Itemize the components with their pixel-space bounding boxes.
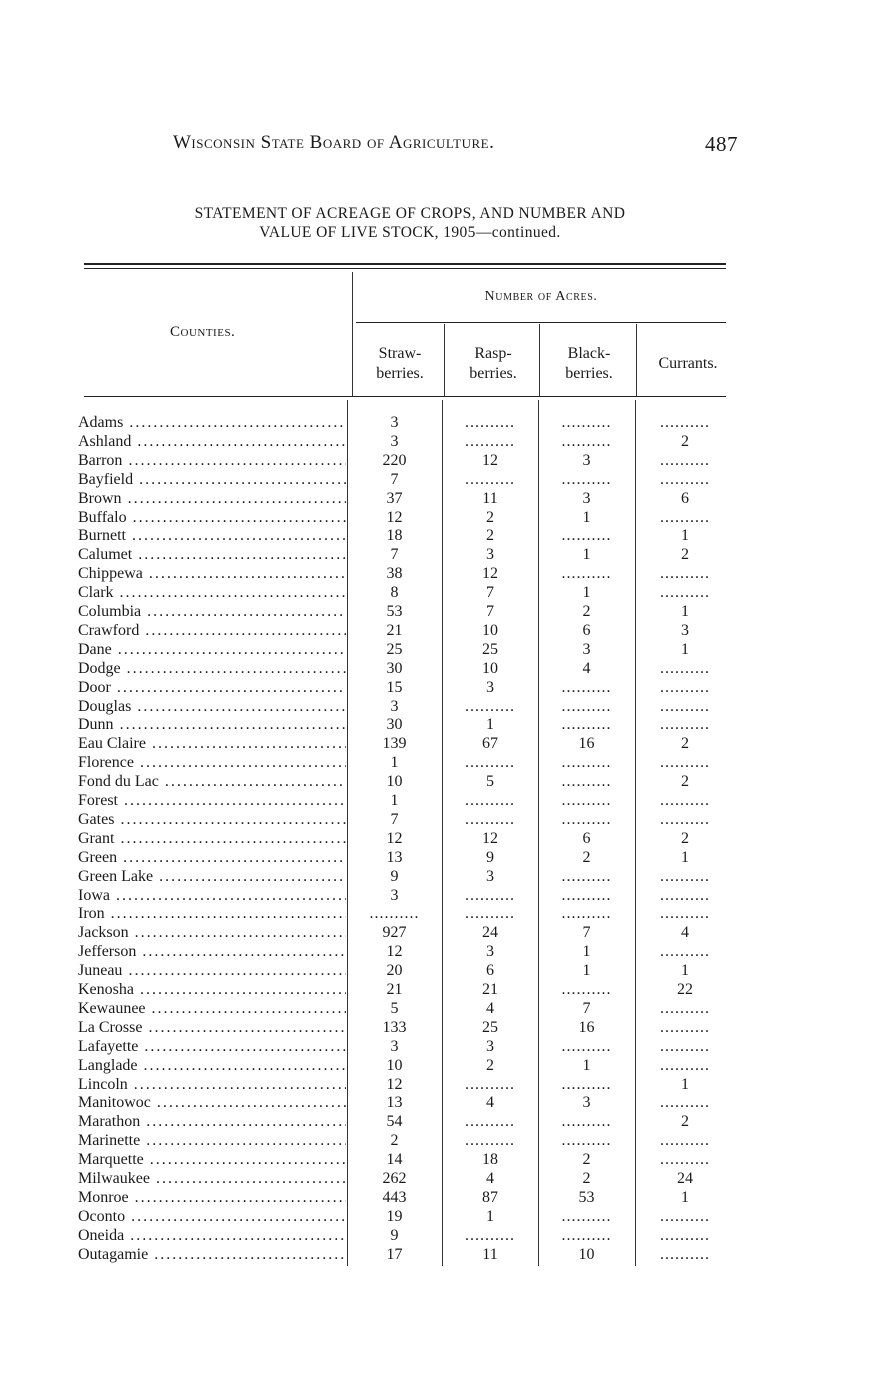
county-name: Manitowoc ..... xyxy=(78,1093,346,1112)
cell-raspberries: .......... xyxy=(465,792,515,809)
county-name: Juneau ..... xyxy=(78,961,346,980)
table-row xyxy=(78,810,738,829)
cell-currants: .......... xyxy=(660,1132,710,1150)
cell-currants: 2 xyxy=(681,1113,689,1131)
cell-blackberries: 3 xyxy=(582,1094,591,1112)
county-name: Florence ..... xyxy=(78,753,346,772)
cell-currants: .......... xyxy=(660,792,710,809)
county-name: Adams ..... xyxy=(78,413,346,432)
table-row xyxy=(78,1112,738,1131)
cell-blackberries: .......... xyxy=(561,1226,612,1244)
cell-blackberries: .......... xyxy=(561,810,612,828)
cell-currants: .......... xyxy=(660,565,710,583)
group-header-rule xyxy=(356,322,726,323)
cell-strawberries: 2 xyxy=(390,1132,399,1150)
cell-strawberries: 30 xyxy=(386,716,403,734)
caption-line-2: VALUE OF LIVE STOCK, 1905—continued. xyxy=(259,224,561,241)
cell-raspberries: 11 xyxy=(482,489,498,507)
table-row xyxy=(78,1037,738,1056)
cell-raspberries: .......... xyxy=(465,432,515,450)
table-row xyxy=(78,1207,738,1226)
running-head xyxy=(173,132,738,158)
table-row xyxy=(78,848,738,867)
running-title: Wisconsin State Board of Agriculture. xyxy=(173,132,495,153)
cell-currants: 1 xyxy=(681,603,689,620)
cell-strawberries: 18 xyxy=(386,527,403,545)
cell-raspberries: 11 xyxy=(482,1245,498,1263)
header-bottom-rule xyxy=(84,396,726,397)
cell-blackberries: 1 xyxy=(582,962,591,980)
cell-raspberries: 6 xyxy=(486,962,494,980)
cell-raspberries: 2 xyxy=(486,527,494,545)
cell-blackberries: .......... xyxy=(561,981,612,998)
table-row xyxy=(78,1075,738,1094)
cell-blackberries: 3 xyxy=(582,489,591,507)
cell-strawberries: 17 xyxy=(386,1245,403,1263)
county-name: Columbia ..... xyxy=(78,602,346,621)
cell-strawberries: 15 xyxy=(386,678,403,696)
cell-currants: .......... xyxy=(660,678,710,696)
cell-strawberries: 37 xyxy=(386,489,403,507)
cell-raspberries: 9 xyxy=(486,848,494,866)
cell-raspberries: .......... xyxy=(465,1226,515,1244)
cell-currants: .......... xyxy=(660,508,710,526)
county-name: Kewaunee ..... xyxy=(78,999,346,1018)
cell-currants: 24 xyxy=(677,1170,693,1187)
cell-raspberries: .......... xyxy=(465,754,515,772)
cell-raspberries: 3 xyxy=(486,1037,494,1055)
table-row xyxy=(78,659,738,678)
table-row xyxy=(78,1093,738,1112)
county-name: Green Lake ..... xyxy=(78,867,346,886)
cell-currants: 1 xyxy=(681,527,689,545)
county-name: Clark ..... xyxy=(78,583,346,602)
county-name: Oneida ..... xyxy=(78,1226,346,1245)
county-name: Chippewa ..... xyxy=(78,564,346,583)
cell-strawberries: 3 xyxy=(390,886,399,904)
cell-strawberries: 3 xyxy=(390,414,399,431)
cell-blackberries: 1 xyxy=(582,1056,591,1074)
cell-currants: .......... xyxy=(660,1094,710,1112)
cell-currants: 1 xyxy=(681,962,689,980)
cell-currants: .......... xyxy=(660,1018,710,1036)
cell-blackberries: .......... xyxy=(561,886,612,904)
cell-currants: 2 xyxy=(681,735,689,753)
cell-raspberries: .......... xyxy=(465,886,515,904)
county-name: Dunn ..... xyxy=(78,715,346,734)
county-name: Grant ..... xyxy=(78,829,346,848)
cell-blackberries: 3 xyxy=(582,451,591,469)
county-name: Burnett ..... xyxy=(78,526,346,545)
county-name: Outagamie ..... xyxy=(78,1245,346,1264)
cell-raspberries: 4 xyxy=(486,1170,494,1187)
table-row xyxy=(78,923,738,942)
county-name: Calumet ..... xyxy=(78,545,346,564)
cell-currants: .......... xyxy=(660,414,710,431)
cell-blackberries: 7 xyxy=(582,924,591,942)
cell-blackberries: .......... xyxy=(561,1037,612,1055)
cell-blackberries: 2 xyxy=(582,848,591,866)
table-row xyxy=(78,1131,738,1150)
cell-strawberries: 38 xyxy=(386,565,403,583)
cell-raspberries: 25 xyxy=(482,1018,498,1036)
county-name: Milwaukee ..... xyxy=(78,1169,346,1188)
cell-currants: .......... xyxy=(660,697,710,715)
cell-currants: .......... xyxy=(660,1056,710,1074)
cell-blackberries: .......... xyxy=(561,773,612,791)
county-name: Marinette ..... xyxy=(78,1131,346,1150)
cell-blackberries: .......... xyxy=(561,1132,612,1150)
cell-blackberries: .......... xyxy=(561,716,612,734)
cell-currants: 2 xyxy=(681,546,689,564)
cell-raspberries: .......... xyxy=(465,905,515,923)
cell-strawberries: 10 xyxy=(386,1056,403,1074)
cell-currants: 22 xyxy=(677,981,693,998)
county-name: Lincoln ..... xyxy=(78,1075,346,1094)
cell-raspberries: 7 xyxy=(486,603,494,620)
cell-blackberries: .......... xyxy=(561,1075,612,1093)
cell-currants: .......... xyxy=(660,1151,710,1169)
cell-blackberries: .......... xyxy=(561,792,612,809)
cell-currants: 1 xyxy=(681,1075,689,1093)
cell-strawberries: .......... xyxy=(369,905,420,923)
cell-blackberries: .......... xyxy=(561,754,612,772)
cell-strawberries: 8 xyxy=(390,584,399,602)
cell-currants: .......... xyxy=(660,999,710,1017)
cell-strawberries: 12 xyxy=(386,508,403,526)
table-row xyxy=(78,470,738,489)
cell-strawberries: 20 xyxy=(386,962,403,980)
cell-strawberries: 220 xyxy=(382,451,407,469)
cell-raspberries: 4 xyxy=(486,1094,494,1112)
county-name: Oconto ..... xyxy=(78,1207,346,1226)
county-name: Ashland ..... xyxy=(78,432,346,451)
table-row xyxy=(78,772,738,791)
table-row xyxy=(78,640,738,659)
cell-blackberries: 1 xyxy=(582,943,591,961)
table-row xyxy=(78,1018,738,1037)
cell-blackberries: 16 xyxy=(578,1018,595,1036)
cell-raspberries: 12 xyxy=(482,829,498,847)
cell-raspberries: 3 xyxy=(486,546,494,564)
table-row xyxy=(78,734,738,753)
cell-raspberries: 18 xyxy=(482,1151,498,1169)
table-row xyxy=(78,583,738,602)
cell-blackberries: .......... xyxy=(561,1207,612,1225)
county-name: Langlade ..... xyxy=(78,1056,346,1075)
cell-strawberries: 139 xyxy=(382,735,407,753)
table-row xyxy=(78,1056,738,1075)
table-row xyxy=(78,791,738,810)
cell-blackberries: 7 xyxy=(582,999,591,1017)
cell-currants: 1 xyxy=(681,1188,689,1206)
county-name: Monroe ..... xyxy=(78,1188,346,1207)
cell-raspberries: 24 xyxy=(482,924,498,942)
cell-raspberries: .......... xyxy=(465,1113,515,1131)
cell-strawberries: 13 xyxy=(386,1094,403,1112)
cell-currants: .......... xyxy=(660,1037,710,1055)
county-name: Dane ..... xyxy=(78,640,346,659)
cell-currants: .......... xyxy=(660,943,710,961)
cell-raspberries: 12 xyxy=(482,565,498,583)
cell-strawberries: 443 xyxy=(382,1188,407,1206)
table-row xyxy=(78,867,738,886)
county-name: Lafayette ..... xyxy=(78,1037,346,1056)
cell-blackberries: 2 xyxy=(582,603,591,620)
cell-strawberries: 1 xyxy=(390,792,399,809)
cell-strawberries: 12 xyxy=(386,943,403,961)
cell-strawberries: 25 xyxy=(386,640,403,658)
cell-strawberries: 1 xyxy=(390,754,399,772)
cell-currants: .......... xyxy=(660,867,710,885)
cell-raspberries: .......... xyxy=(465,697,515,715)
cell-currants: 6 xyxy=(681,489,689,507)
cell-currants: .......... xyxy=(660,470,710,488)
table-row xyxy=(78,1226,738,1245)
county-name: Door ..... xyxy=(78,678,346,697)
cell-raspberries: .......... xyxy=(465,470,515,488)
county-name: Jefferson ..... xyxy=(78,942,346,961)
cell-raspberries: 21 xyxy=(482,981,498,998)
cell-blackberries: 1 xyxy=(582,546,591,564)
cell-currants: 2 xyxy=(681,773,689,791)
cell-strawberries: 3 xyxy=(390,432,399,450)
cell-raspberries: 2 xyxy=(486,508,494,526)
cell-blackberries: .......... xyxy=(561,678,612,696)
cell-blackberries: .......... xyxy=(561,432,612,450)
cell-currants: .......... xyxy=(660,716,710,734)
table-row xyxy=(78,1245,738,1264)
cell-strawberries: 19 xyxy=(386,1207,403,1225)
table-row xyxy=(78,545,738,564)
cell-blackberries: 10 xyxy=(578,1245,595,1263)
cell-blackberries: .......... xyxy=(561,905,612,923)
table-row xyxy=(78,829,738,848)
cell-strawberries: 5 xyxy=(390,999,399,1017)
table-row xyxy=(78,753,738,772)
cell-raspberries: 10 xyxy=(482,621,498,639)
cell-blackberries: .......... xyxy=(561,697,612,715)
column-divider xyxy=(352,272,353,396)
cell-currants: 1 xyxy=(681,640,689,658)
cell-raspberries: 1 xyxy=(486,716,494,734)
cell-strawberries: 927 xyxy=(382,924,407,942)
county-name: Iowa ..... xyxy=(78,886,346,905)
cell-strawberries: 133 xyxy=(382,1018,407,1036)
county-name: Kenosha ..... xyxy=(78,980,346,999)
cell-raspberries: .......... xyxy=(465,810,515,828)
cell-currants: .......... xyxy=(660,754,710,772)
cell-blackberries: .......... xyxy=(561,470,612,488)
cell-strawberries: 13 xyxy=(386,848,403,866)
column-header-currants: Currants. xyxy=(658,355,718,372)
cell-currants: 1 xyxy=(681,848,689,866)
table-row xyxy=(78,942,738,961)
cell-currants: .......... xyxy=(660,1207,710,1225)
cell-strawberries: 12 xyxy=(386,1075,403,1093)
page-number: 487 xyxy=(705,132,738,156)
cell-raspberries: 67 xyxy=(482,735,498,753)
cell-currants: .......... xyxy=(660,886,710,904)
cell-currants: .......... xyxy=(660,1245,710,1263)
column-divider xyxy=(444,324,445,396)
table-row xyxy=(78,489,738,508)
caption-line-1: STATEMENT OF ACREAGE OF CROPS, AND NUMBER AND xyxy=(194,205,626,222)
county-name: Fond du Lac ..... xyxy=(78,772,346,791)
county-name: Green ..... xyxy=(78,848,346,867)
table-row xyxy=(78,526,738,545)
cell-strawberries: 3 xyxy=(390,697,399,715)
cell-raspberries: 2 xyxy=(486,1056,494,1074)
cell-blackberries: .......... xyxy=(561,1113,612,1131)
cell-currants: 2 xyxy=(681,829,689,847)
cell-currants: .......... xyxy=(660,451,710,469)
column-header-blackberries: Black- berries. xyxy=(565,345,613,382)
county-name: Crawford ..... xyxy=(78,621,346,640)
table-row xyxy=(78,715,738,734)
cell-currants: .......... xyxy=(660,810,710,828)
county-name: Forest ..... xyxy=(78,791,346,810)
cell-strawberries: 12 xyxy=(386,829,403,847)
cell-currants: .......... xyxy=(660,659,710,677)
counties-header: Counties. xyxy=(170,324,236,340)
cell-blackberries: 1 xyxy=(582,584,591,602)
cell-currants: 3 xyxy=(681,621,689,639)
cell-strawberries: 9 xyxy=(390,867,399,885)
cell-raspberries: 12 xyxy=(482,451,498,469)
cell-raspberries: .......... xyxy=(465,1075,515,1093)
county-name: Gates ..... xyxy=(78,810,346,829)
cell-blackberries: 3 xyxy=(582,640,591,658)
cell-blackberries: .......... xyxy=(561,565,612,583)
county-name: Barron ..... xyxy=(78,451,346,470)
table-row xyxy=(78,602,738,621)
county-name: Bayfield ..... xyxy=(78,470,346,489)
table-row xyxy=(78,999,738,1018)
top-double-rule-lower xyxy=(84,268,726,269)
cell-strawberries: 21 xyxy=(386,981,403,998)
table-row xyxy=(78,1169,738,1188)
cell-raspberries: 5 xyxy=(486,773,494,791)
table-row xyxy=(78,413,738,432)
cell-blackberries: .......... xyxy=(561,527,612,545)
cell-raspberries: 3 xyxy=(486,867,494,885)
cell-raspberries: 3 xyxy=(486,943,494,961)
cell-blackberries: 6 xyxy=(582,829,591,847)
cell-strawberries: 10 xyxy=(386,773,403,791)
table-row xyxy=(78,432,738,451)
cell-raspberries: 1 xyxy=(486,1207,494,1225)
table-row xyxy=(78,697,738,716)
cell-currants: .......... xyxy=(660,1226,710,1244)
county-name: La Crosse ..... xyxy=(78,1018,346,1037)
cell-strawberries: 7 xyxy=(390,546,399,564)
cell-blackberries: .......... xyxy=(561,414,612,431)
cell-blackberries: 6 xyxy=(582,621,591,639)
county-name: Douglas ..... xyxy=(78,697,346,716)
cell-blackberries: 53 xyxy=(578,1188,595,1206)
table-row xyxy=(78,678,738,697)
table-row xyxy=(78,508,738,527)
county-name: Dodge ..... xyxy=(78,659,346,678)
cell-currants: 2 xyxy=(681,432,689,450)
table-row xyxy=(78,980,738,999)
table-row xyxy=(78,621,738,640)
cell-raspberries: 87 xyxy=(482,1188,498,1206)
column-header-strawberries: Straw- berries. xyxy=(376,345,424,382)
cell-raspberries: 7 xyxy=(486,584,494,602)
cell-strawberries: 7 xyxy=(390,810,399,828)
cell-raspberries: 10 xyxy=(482,659,498,677)
county-name: Eau Claire ..... xyxy=(78,734,346,753)
table-row xyxy=(78,564,738,583)
cell-blackberries: .......... xyxy=(561,867,612,885)
cell-currants: .......... xyxy=(660,584,710,602)
table-row xyxy=(78,904,738,923)
table-caption xyxy=(90,204,730,242)
cell-strawberries: 53 xyxy=(386,603,403,620)
cell-blackberries: 2 xyxy=(582,1151,591,1169)
table-row xyxy=(78,961,738,980)
cell-currants: 4 xyxy=(681,924,689,942)
county-name: Jackson ..... xyxy=(78,923,346,942)
county-name: Marathon ..... xyxy=(78,1112,346,1131)
cell-currants: .......... xyxy=(660,905,710,923)
cell-raspberries: .......... xyxy=(465,1132,515,1150)
cell-blackberries: 4 xyxy=(582,659,591,677)
table-row xyxy=(78,451,738,470)
cell-strawberries: 9 xyxy=(390,1226,399,1244)
cell-blackberries: 2 xyxy=(582,1170,591,1187)
column-header-raspberries: Rasp- berries. xyxy=(469,345,517,382)
table-row xyxy=(78,1188,738,1207)
cell-strawberries: 7 xyxy=(390,470,399,488)
county-name: Iron ..... xyxy=(78,904,346,923)
table-row xyxy=(78,1150,738,1169)
cell-raspberries: .......... xyxy=(465,414,515,431)
cell-raspberries: 4 xyxy=(486,999,494,1017)
cell-raspberries: 3 xyxy=(486,678,494,696)
cell-blackberries: 1 xyxy=(582,508,591,526)
cell-raspberries: 25 xyxy=(482,640,498,658)
cell-strawberries: 30 xyxy=(386,659,403,677)
county-name: Buffalo ..... xyxy=(78,508,346,527)
number-of-acres-header: Number of Acres. xyxy=(484,289,598,304)
cell-blackberries: 16 xyxy=(578,735,595,753)
cell-strawberries: 14 xyxy=(386,1151,403,1169)
cell-strawberries: 3 xyxy=(390,1037,399,1055)
cell-strawberries: 21 xyxy=(386,621,403,639)
table-row xyxy=(78,886,738,905)
cell-strawberries: 262 xyxy=(382,1170,407,1187)
county-name: Marquette ..... xyxy=(78,1150,346,1169)
column-divider xyxy=(636,324,637,396)
county-name: Brown ..... xyxy=(78,489,346,508)
column-divider xyxy=(539,324,540,396)
cell-strawberries: 54 xyxy=(386,1113,403,1131)
top-double-rule xyxy=(84,263,726,265)
